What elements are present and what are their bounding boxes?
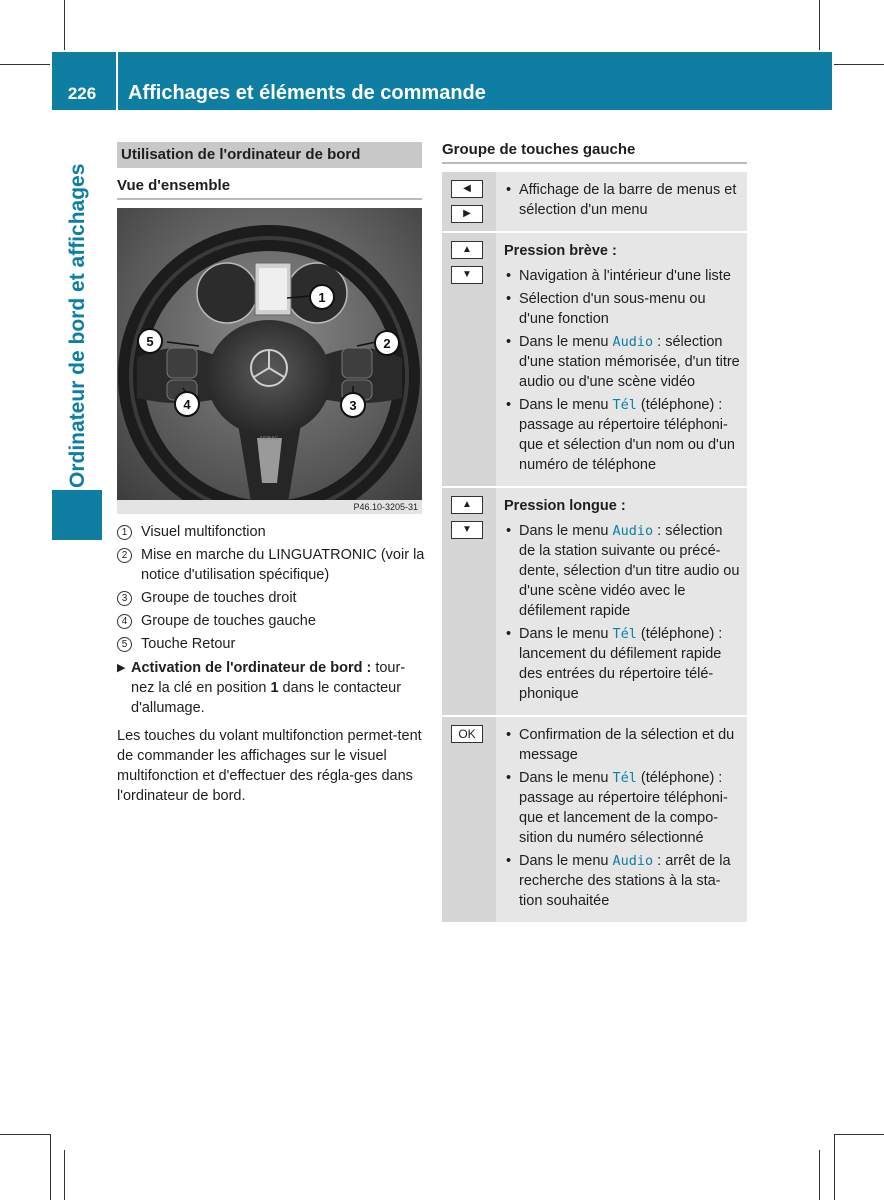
arrow-key-icon: ▶ bbox=[451, 205, 483, 223]
header-divider bbox=[116, 52, 118, 110]
key-cell bbox=[442, 488, 496, 715]
svg-text:4: 4 bbox=[183, 397, 191, 412]
callout-2 bbox=[375, 331, 399, 355]
table-row bbox=[442, 488, 747, 717]
key-cell bbox=[442, 172, 496, 231]
header-title: Affichages et éléments de commande bbox=[128, 82, 486, 104]
bullet-text: Sélection d'un sous-menu ou d'une fonction bbox=[519, 291, 706, 327]
bullet-text: (téléphone) : passage au répertoire téléphoni-que et sélection d'un nom ou d'un numéro de téléphone bbox=[519, 397, 735, 473]
bullet-text: Dans le menu bbox=[519, 626, 613, 642]
arrow-key-icon: ▲ bbox=[451, 241, 483, 259]
side-title: Ordinateur de bord et affichages bbox=[66, 163, 89, 488]
bullet-text: Dans le menu bbox=[519, 397, 613, 413]
bullet-text: : sélection de la station suivante ou précé-dente, sélection d'un titre audio ou d'une scène vidéo avec le défilement rapide bbox=[519, 523, 740, 619]
menu-name: Audio bbox=[612, 853, 654, 869]
arrow-key-icon: ▼ bbox=[451, 521, 483, 539]
crop-mark bbox=[0, 64, 50, 65]
subheading: Vue d'ensemble bbox=[117, 176, 422, 200]
menu-name: Audio bbox=[612, 523, 654, 539]
bullet-text: Dans le menu bbox=[519, 770, 613, 786]
bullet-text: (téléphone) : lancement du défilement rapide des entrées du répertoire télé-phonique bbox=[519, 626, 723, 702]
action-step: ▶ Activation de l'ordinateur de bord : tour-nez la clé en position 1 dans le contacteur d'allumage. bbox=[117, 660, 406, 716]
arrow-right-icon: ▶ bbox=[117, 662, 126, 674]
bullet-item bbox=[504, 768, 741, 848]
action-lead: Activation de l'ordinateur de bord : bbox=[131, 660, 372, 676]
bullet-text: : arrêt de la recherche des stations à la sta-tion souhaitée bbox=[519, 853, 731, 909]
menu-name: Audio bbox=[612, 334, 654, 350]
key-cell bbox=[442, 717, 496, 922]
legend-item: 1 Visuel multifonction bbox=[117, 522, 427, 542]
description-cell bbox=[496, 233, 747, 486]
arrow-key-icon: ▲ bbox=[451, 496, 483, 514]
key-cell bbox=[442, 233, 496, 486]
callout-3 bbox=[341, 393, 365, 417]
table-row bbox=[442, 233, 747, 488]
arrow-key-icon: ◀ bbox=[451, 180, 483, 198]
bullet-item bbox=[504, 332, 741, 392]
bullet-text: Dans le menu bbox=[519, 853, 613, 869]
row-title: Pression brève : bbox=[504, 243, 617, 259]
bullet-text: Navigation à l'intérieur d'une liste bbox=[519, 268, 731, 284]
row-title: Pression longue : bbox=[504, 498, 626, 514]
ok-key-icon: OK bbox=[451, 725, 483, 743]
crop-mark bbox=[0, 1134, 50, 1135]
figure-legend bbox=[117, 522, 427, 657]
crop-mark bbox=[819, 0, 820, 50]
bullet-text: (téléphone) : passage au répertoire téléphoni-que et lancement de la compo-sition du numéro sélectionné bbox=[519, 770, 728, 846]
table-row bbox=[442, 172, 747, 233]
crop-mark bbox=[834, 1134, 835, 1200]
arrow-key-icon: ▼ bbox=[451, 266, 483, 284]
description-cell bbox=[496, 488, 747, 715]
bullet-item bbox=[504, 266, 741, 286]
legend-item: 4 Groupe de touches gauche bbox=[117, 611, 427, 631]
callout-4 bbox=[175, 392, 199, 416]
bullet-item bbox=[504, 624, 741, 704]
crop-mark bbox=[64, 1150, 65, 1200]
crop-mark bbox=[819, 1150, 820, 1200]
table-heading: Groupe de touches gauche bbox=[442, 140, 747, 164]
bullet-item bbox=[504, 725, 741, 765]
section-heading: Utilisation de l'ordinateur de bord bbox=[117, 142, 422, 168]
bullet-item bbox=[504, 395, 741, 475]
table-row bbox=[442, 717, 747, 924]
steering-wheel-figure bbox=[117, 208, 422, 514]
crop-mark bbox=[64, 0, 65, 50]
description-cell bbox=[496, 172, 747, 231]
menu-name: Tél bbox=[612, 626, 637, 642]
figure-reference-label: P46.10-3205-31 bbox=[353, 502, 418, 512]
legend-item: 2 Mise en marche du LINGUATRONIC (voir la notice d'utilisation spécifique) bbox=[117, 545, 427, 585]
svg-text:AIRBAG: AIRBAG bbox=[259, 436, 279, 442]
bullet-text: Confirmation de la sélection et du message bbox=[519, 727, 735, 763]
side-tab-marker bbox=[52, 490, 102, 540]
page-number: 226 bbox=[67, 84, 97, 103]
crop-mark bbox=[50, 1134, 51, 1200]
svg-text:5: 5 bbox=[146, 334, 154, 349]
menu-name: Tél bbox=[612, 397, 637, 413]
bullet-text: Dans le menu bbox=[519, 334, 613, 350]
legend-item: 3 Groupe de touches droit bbox=[117, 588, 427, 608]
bullet-text: Affichage de la barre de menus et sélection d'un menu bbox=[519, 182, 737, 218]
svg-text:1: 1 bbox=[318, 290, 326, 305]
body-paragraph: Les touches du volant multifonction permet-tent de commander les affichages sur le visuel multifonction et d'effectuer des régla-ges dans l'ordinateur de bord. bbox=[117, 728, 422, 804]
svg-text:3: 3 bbox=[349, 398, 357, 413]
bullet-item bbox=[504, 180, 741, 220]
menu-name: Tél bbox=[612, 770, 637, 786]
steering-wheel-illustration bbox=[117, 208, 422, 514]
crop-mark bbox=[834, 1134, 884, 1135]
bullet-text: : sélection d'une station mémorisée, d'un titre audio ou d'une scène vidéo bbox=[519, 334, 740, 390]
key-function-table bbox=[442, 172, 747, 924]
callout-5 bbox=[138, 329, 162, 353]
svg-text:2: 2 bbox=[383, 336, 391, 351]
bullet-text: Dans le menu bbox=[519, 523, 613, 539]
bullet-item bbox=[504, 289, 741, 329]
page-header bbox=[52, 52, 832, 110]
description-cell bbox=[496, 717, 747, 922]
legend-item: 5 Touche Retour bbox=[117, 634, 427, 654]
bullet-item bbox=[504, 851, 741, 911]
bullet-item bbox=[504, 521, 741, 621]
callout-1 bbox=[310, 285, 334, 309]
crop-mark bbox=[834, 64, 884, 65]
